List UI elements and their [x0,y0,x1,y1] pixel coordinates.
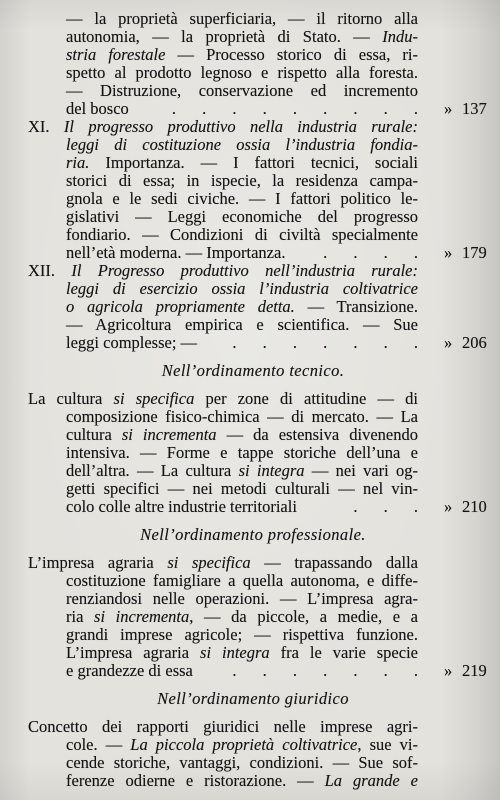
line-text-italic: si specifica [167,553,251,572]
line-text: — Distruzione, conservazione ed incremento [66,81,418,100]
toc-line [28,554,418,572]
line-text: composizione fisico-chimica — di mercato. — La [66,407,418,426]
line-text: La cultura [28,389,114,408]
line-text: — la proprietà superficiaria, — il ritorno alla [66,9,418,28]
toc-line [66,298,418,316]
section-heading: Nell’ordinamento tecnico. [161,361,345,380]
toc-line [66,426,418,444]
section-heading: Nell’ordinamento giuridico [157,689,349,708]
dot-leader: . . . . . . . [232,334,418,352]
toc-line [66,172,418,190]
dot-leader: . . . [353,498,418,516]
line-text-run [66,662,193,680]
line-text-run [66,100,129,118]
toc-line [66,10,418,28]
line-text-run [66,498,297,516]
line-text-italic: si integra [200,643,270,662]
page-reference [444,662,494,680]
line-text: nell’età moderna. — Importanza. [66,243,286,262]
page-reference [444,244,494,262]
line-text: cende storiche, vantaggi, condizioni. — Sue sof- [66,753,418,772]
toc-line [66,408,418,426]
line-text-italic: leggi di costituzione ossia l’industria fondia- [66,135,418,154]
line-text-italic: o agricola propriamente detta. [66,297,295,316]
line-text: dell’altra. — La cultura [66,461,239,480]
toc-line [66,243,487,262]
page-ref-mark: » [444,333,453,352]
line-text: Importanza. — I fattori tecnici, sociali [89,153,418,172]
toc-line [66,772,418,790]
line-text: L’impresa agraria [28,553,168,572]
toc-line [66,590,418,608]
line-text: del bosco [66,99,129,118]
line-text: L’impresa agraria [66,643,201,662]
toc-entry [0,262,500,352]
toc-line [66,316,418,334]
page-reference [444,498,494,516]
entry-number: XII. [28,261,56,280]
line-text: grandi imprese agricole; — rispettiva funzione. [66,625,418,644]
line-text: leggi complesse; — [66,333,198,352]
line-text-italic: si specifica [113,389,195,408]
toc-line [66,154,418,172]
toc-line [66,28,418,46]
line-text: storici di essa; in ispecie, la residenza campa- [66,171,418,190]
toc-line [66,644,418,662]
line-text-italic: leggi di esercizio ossia l’industria coltivatrice [66,279,418,298]
toc-line [66,736,418,754]
line-text-italic: si incrementa [121,425,217,444]
section-heading: Nell’ordinamento professionale. [140,525,366,544]
toc-entry [0,718,500,790]
page-number: 219 [462,661,487,680]
line-text: per zone di attitudine — di [194,389,418,408]
toc-line [66,333,487,352]
toc-line [66,572,418,590]
line-text: — da estensiva divenendo [216,425,418,444]
line-text: cole. — [66,735,131,754]
line-text: getti specifici — nei metodi culturali — nel vin- [66,479,418,498]
toc-entry [0,554,500,680]
dot-leader: . . . . [323,244,418,262]
line-text-italic: Il progresso produttivo nella industria rurale: [63,117,418,136]
toc-line [28,118,418,136]
toc-line [66,444,418,462]
line-text-italic: La grande e [324,771,419,790]
toc-line [66,64,418,82]
line-text: ria [66,607,95,626]
line-text: , — da piccole, a medie, e a [189,607,419,626]
toc-line [66,462,418,480]
line-text: — Processo storico di essa, ri- [165,45,419,64]
line-text-italic: stria forestale [66,45,166,64]
line-text: Concetto dei rapporti giuridici nelle imprese agri- [28,717,418,736]
line-text: gnola e le sedi civiche. — I fattori politico le- [66,189,418,208]
line-text-italic: si integra [238,461,305,480]
toc-line [66,82,418,100]
line-text: — Transizione. [294,297,418,316]
line-text: gislativi — Leggi economiche del progresso [66,207,418,226]
line-text: — trapassando dalla [250,553,418,572]
dot-leader: . . . . . . . [232,662,418,680]
line-text: fra le varie specie [269,643,418,662]
line-text-run [66,244,285,262]
page-number: 206 [462,333,487,352]
page-number: 210 [462,497,487,516]
page-ref-mark: » [444,661,453,680]
dot-leader: . . . . . . . . . [171,100,418,118]
toc-line [66,497,487,516]
line-text: e grandezze di essa [66,661,193,680]
page-reference [444,100,494,118]
toc-entry [0,118,500,262]
toc-line [28,718,418,736]
line-text: — nei vari og- [304,461,419,480]
page-reference [444,334,494,352]
toc-line [66,480,418,498]
line-text: fondiario. — Condizioni di civiltà specialmente [66,225,418,244]
line-text-italic: La piccola proprietà coltivatrice [130,735,358,754]
toc-line [66,99,487,118]
toc-line [28,262,418,280]
toc-entry [0,390,500,516]
toc-line [66,208,418,226]
page-number: 179 [462,243,487,262]
toc-line [66,280,418,298]
line-text: spetto al prodotto legnoso e rispetto alla foresta. [66,63,418,82]
line-text: , sue vi- [357,735,419,754]
toc-line [66,136,418,154]
line-text-run [66,334,197,352]
toc-line [28,390,418,408]
line-text: cultura [66,425,122,444]
page-ref-mark: » [444,99,453,118]
toc-line [66,754,418,772]
toc-line [66,226,418,244]
line-text: ferenze odierne e ristorazione. — [66,771,325,790]
toc-line [66,46,418,64]
entry-number: XI. [28,117,50,136]
line-text-italic: Il Progresso produttivo nell’industria rurale: [71,261,418,280]
line-text: — Agricoltura empirica e scientifica. — Sue [66,315,418,334]
toc-line [66,626,418,644]
page-ref-mark: » [444,497,453,516]
toc-line [66,608,418,626]
line-text: costituzione famigliare a quella autonoma, e diffe- [66,571,418,590]
line-text: renziandosi nelle operazioni. — L’impresa agra- [66,589,418,608]
line-text-italic: si incrementa [94,607,190,626]
line-text: intensiva. — Forme e tappe storiche dell’una e [66,443,418,462]
line-text: colo colle altre industrie territoriali [66,497,297,516]
toc-line [66,661,487,680]
line-text-italic: Indu- [382,27,418,46]
toc-entry [0,10,500,118]
toc-line [66,190,418,208]
page-number: 137 [462,99,487,118]
line-text-italic: ria. [66,153,90,172]
page-ref-mark: » [444,243,453,262]
line-text: autonomia, — la proprietà di Stato. — [66,27,383,46]
